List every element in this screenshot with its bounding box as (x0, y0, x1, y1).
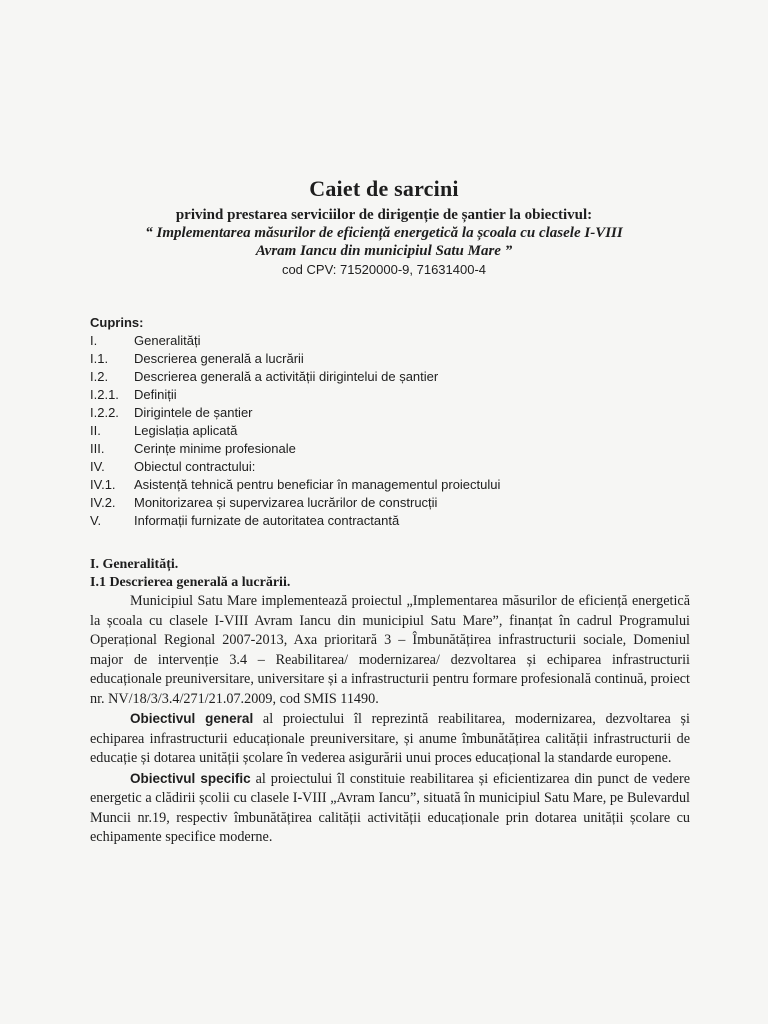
toc-item (90, 386, 690, 404)
toc-item (90, 404, 690, 422)
objective-line-1: “ Implementarea măsurilor de eficiență energetică la școala cu clasele I-VIII (145, 225, 623, 241)
toc-item-number: V. (90, 513, 102, 528)
toc-item-number: I. (90, 333, 98, 348)
section-generalitati (90, 556, 690, 848)
toc-item-label: Descrierea generală a lucrării (134, 351, 304, 366)
general-objective-text: al proiectului îl reprezintă reabilitarea, modernizarea, dezvoltarea și echiparea infrastructurii educaționale preuniversitare, și anume îmbunătățirea calității infrastructurii de educație și dotarea unității școlare în vederea asigurării unui proces educațional la standarde europene. (90, 711, 690, 766)
toc-item (90, 332, 690, 350)
toc-item-number: I.2. (90, 369, 109, 384)
toc-item-number: I.2.2. (90, 405, 119, 420)
table-of-contents (90, 314, 690, 530)
toc-item (90, 458, 690, 476)
cpv-code: cod CPV: 71520000-9, 71631400-4 (281, 262, 487, 277)
toc-item-number: IV. (90, 459, 105, 474)
toc-item-label: Obiectul contractului: (134, 459, 256, 474)
toc-item (90, 476, 690, 494)
toc-item-label: Monitorizarea și supervizarea lucrărilor de construcții (134, 495, 438, 510)
toc-item (90, 494, 690, 512)
paragraph-specific-objective (90, 769, 690, 848)
toc-item-number: I.1. (90, 351, 109, 366)
toc-item-label: Cerințe minime profesionale (134, 441, 296, 456)
objective-line-2: Avram Iancu din municipiul Satu Mare ” (255, 243, 513, 259)
toc-item-number: I.2.1. (90, 387, 119, 402)
specific-objective-text: al proiectului îl constituie reabilitarea și eficientizarea din punct de vedere energetic a clădirii școlii cu clasele I-VIII „Avram Iancu”, situată în municipiul Satu Mare, pe Bulevardul Muncii nr.19, respectiv îmbunătățirea calității activității educaționale prin dotarea unității școlare cu echipamente specifice moderne. (90, 770, 690, 845)
paragraph-general-objective (90, 709, 690, 769)
document-subtitle: privind prestarea serviciilor de dirigenție de șantier la obiectivul: (175, 207, 593, 223)
toc-item (90, 440, 690, 458)
toc-item-label: Legislația aplicată (134, 423, 238, 438)
toc-item (90, 422, 690, 440)
toc-item (90, 512, 690, 530)
toc-item (90, 350, 690, 368)
toc-heading: Cuprins: (90, 315, 144, 330)
section-heading: I. Generalități. (90, 557, 179, 572)
toc-item-label: Asistență tehnică pentru beneficiar în managementul proiectului (134, 477, 501, 492)
toc-item-label: Informații furnizate de autoritatea contractantă (134, 513, 400, 528)
specific-objective-label: Obiectivul specific (130, 770, 251, 786)
toc-item-number: II. (90, 423, 101, 438)
toc-item-label: Generalități (134, 333, 201, 348)
toc-item-label: Descrierea generală a activității dirigintelui de șantier (134, 369, 439, 384)
general-objective-label: Obiectivul general (130, 711, 254, 726)
toc-item-label: Definiții (134, 387, 177, 402)
document-header (0, 176, 768, 279)
toc-item-number: III. (90, 441, 105, 456)
toc-item (90, 368, 690, 386)
toc-item-label: Dirigintele de șantier (134, 405, 253, 420)
paragraph-description: Municipiul Satu Mare implementează proiectul „Implementarea măsurilor de eficiență energetică la școala cu clasele I-VIII Avram Iancu din municipiul Satu Mare”, finanțat în cadrul Programului Operațional Regional 2007-2013, Axa prioritară 3 – Îmbunătățirea infrastructurii sociale, Domeniul major de intervenție 3.4 – Reabilitarea/ modernizarea/ dezvoltarea și echiparea infrastructurii educaționale preuniversitare, universitare și a infrastructurii pentru formare profesională continuă, proiect nr. NV/18/3/3.4/271/21.07.2009, cod SMIS 11490. (90, 593, 690, 707)
document-title: Caiet de sarcini (309, 176, 459, 201)
toc-item-number: IV.2. (90, 495, 116, 510)
section-subheading: I.1 Descrierea generală a lucrării. (90, 575, 291, 590)
toc-item-number: IV.1. (90, 477, 116, 492)
